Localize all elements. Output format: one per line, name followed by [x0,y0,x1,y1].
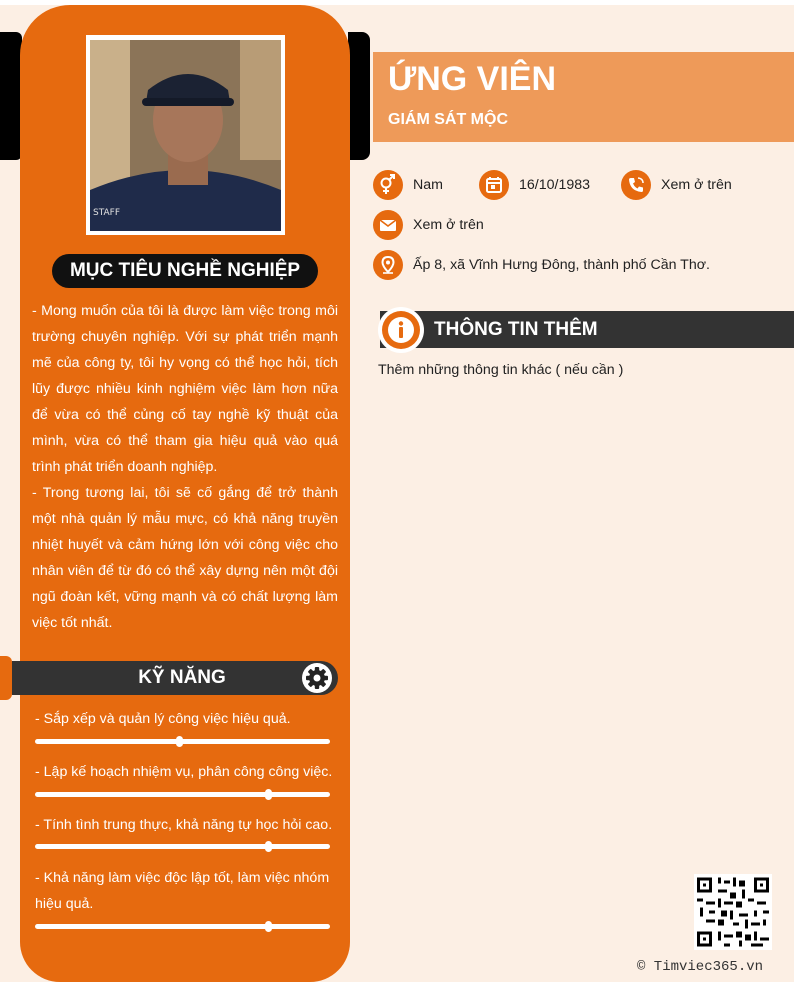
more-info-title: THÔNG TIN THÊM [434,319,598,340]
objective-paragraph: - Mong muốn của tôi là được làm việc trong môi trường chuyên nghiệp. Với sự phát triển mạnh mẽ của công ty, tôi hy vọng có thể học hỏi, tích lũy được nhiều kinh nghiệm việc làm hơn nữa để vừa có thể củng cố tay nghề kỹ thuật của mình, vừa có thể tham gia hiệu quả vào quá trình phát triển doanh nghiệp. [32,303,338,475]
candidate-name: ỨNG VIÊN [388,60,557,98]
skill-level-marker [265,841,272,852]
skill-level-marker [265,789,272,800]
skill-level-marker [176,736,183,747]
skill-level-bar [35,792,330,797]
skill-level-bar [35,844,330,849]
decorative-tab-left [0,32,22,160]
email-value: Xem ở trên [413,217,484,233]
more-info-text: Thêm những thông tin khác ( nếu cần ) [378,362,624,378]
skill-level-bar [35,924,330,929]
objective-paragraph: - Trong tương lai, tôi sẽ cố gắng để trở thành một nhà quản lý mẫu mực, có khả năng truyền nhiệt huyết và cảm hứng lớn với công việc cho nhân viên để từ đó có thể xây dựng nên một đội ngũ đoàn kết, vững mạnh và có chất lượng làm việc tốt nhất. [32,485,338,631]
skill-level-marker [265,921,272,932]
gear-icon [302,663,332,693]
birthdate-value: 16/10/1983 [519,177,591,193]
skills-title: KỸ NĂNG [138,667,226,688]
gender-value: Nam [413,177,443,193]
decorative-tab-right [348,32,370,160]
svg-text:STAFF: STAFF [93,208,121,218]
skill-item: - Tính tình trung thực, khả năng tự học hỏi cao. [35,817,333,833]
objective-title: MỤC TIÊU NGHỀ NGHIỆP [52,254,318,288]
skill-item: - Khả năng làm việc độc lập tốt, làm việc nhóm hiệu quả. [35,870,330,912]
copyright: © Timviec365.vn [637,959,764,975]
location-pin-icon [373,250,403,280]
qr-code [694,874,772,950]
job-title: GIÁM SÁT MỘC [388,111,508,128]
candidate-photo [90,40,281,231]
phone-value: Xem ở trên [661,177,732,193]
mail-icon [373,210,403,240]
skills-header-tab [0,656,12,700]
info-icon [382,311,420,349]
address-value: Ấp 8, xã Vĩnh Hưng Đông, thành phố Cần Thơ. [413,257,710,273]
skill-item: - Lập kế hoạch nhiệm vụ, phân công công việc. [35,764,333,780]
calendar-icon [479,170,509,200]
objective-text [32,298,338,636]
gender-icon [373,170,403,200]
phone-icon [621,170,651,200]
skill-item: - Sắp xếp và quản lý công việc hiệu quả. [35,711,291,727]
